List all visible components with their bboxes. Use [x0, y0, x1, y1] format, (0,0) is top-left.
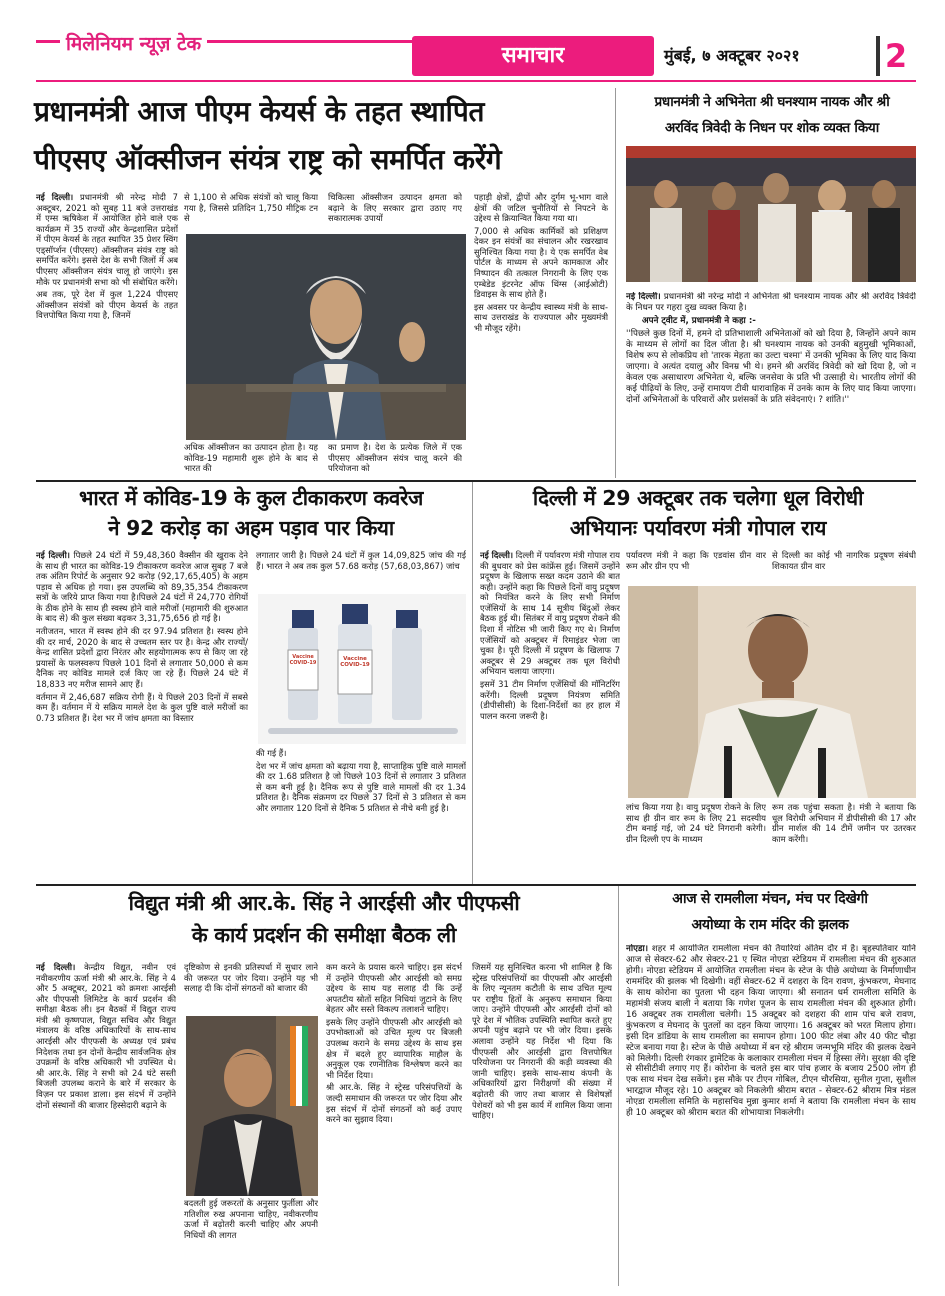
power-col-2-top	[184, 962, 318, 1014]
body-text: शहर में आयोजित रामलीला मंचन की तैयारियां अंतिम दौर में है। बृहस्पतिवार यानि आज से सेक्टर-62 और सेक्टर-21 ए स्थित नोएडा स्टेडियम में रामलीला मंचन की शुरुआत होगी। नोएडा स्टेडियम में आयोजित रामलीला मंचन के स्टेज के पीछे अयोध्या के निर्माणाधीन राममंदिर की झलक भी दिखेगी। वहीं सेक्टर-62 में दशहरा के दिन रावण, कुंभकरण, मेघनाद के साथ कोरोना का पुतला भी दहन किया जाएगा। श्री सनातन धर्म रामलीला समिति के महामंत्री संजय बाली ने बताया कि गणेश पूजन के साथ रामलीला मंचन की शुरुआत होगी। 16 अक्टूबर तक रामलीला चलेगी। 15 अक्टूबर को दशहरा की शाम पांच बजे रावण, कुंभकरण व मेघनाद के पुतलों का दहन किया जाएगा। 16 अक्टूबर को भरत मिलाप होगा। इसी दिन डांडिया के साथ रामलीला का समापन होगा। 100 फीट लंबा और 40 फीट चौड़ा स्टेज बनाया गया है। स्टेज के पीछे अयोध्या में बन रहे श्रीराम जन्मभूमि मंदिर की झलक देखने को मिलेगी। दिल्ली रंगकार ड्रामेटिक के कलाकार रामलीला मंचन में हिस्सा लेंगे। सुरक्षा की दृष्टि से सीसीटीवी लगाए गए हैं। कोरोना के चलते इस बार पांच हजार के बजाय 2500 लोग ही एक साथ मंचन देख सकेंगे। इस मौके पर टीएन गोबिल, टीएन चौरसिया, सुनील गुप्ता, सुशील भारद्वाज मौजूद रहे। 10 अक्टूबर को निकलेगी श्रीराम बरात - सेक्टर-62 श्रीराम मित्र मंडल नोएडा रामलीला समिति के महासचिव मुन्ना कुमार शर्मा ने बताया कि रामलीला मंचन के साथ ही 10 अक्टूबर को श्रीराम बरात की शोभायात्रा निकलेगी।	[626, 944, 916, 1119]
dateline: मुंबई, ७ अक्टूबर २०२१	[664, 46, 800, 65]
dateline-location: नई दिल्ली।	[36, 192, 74, 202]
power-col-2-bottom	[184, 1198, 318, 1282]
dust-headline-2: अभियानः पर्यावरण मंत्री गोपाल राय	[569, 516, 827, 540]
ramlila-headline-1: आज से रामलीला मंचन, मंच पर दिखेगी	[672, 891, 868, 907]
dust-col-3-top	[772, 550, 916, 590]
oxygen-col-4	[474, 192, 608, 476]
vaccine-col-1	[36, 550, 248, 878]
body-text: चिकित्सा ऑक्सीजन उत्पादन क्षमता को बढ़ाने के लिए सरकार द्वारा उठाए गए सकारात्मक उपायों	[328, 192, 462, 224]
condolence-body	[626, 292, 916, 478]
body-text: का प्रमाण है। देश के प्रत्येक जिले में एक पीएसए ऑक्सीजन संयंत्र चालू करने की परियोजना को	[328, 442, 462, 474]
vaccine-headline-2: ने 92 करोड़ का अहम पड़ाव पार किया	[108, 516, 394, 540]
section-banner	[412, 36, 654, 76]
quote-text: ''पिछले कुछ दिनों में, हमने दो प्रतिभाशाली अभिनेताओं को खो दिया है, जिन्होंने अपने काम के माध्यम से लोगों का दिल जीता है। श्री घनश्याम नायक को उनकी बहुमुखी भूमिकाओं, विशेष रूप से लोकप्रिय शो 'तारक मेहता का उल्टा चश्मा' में उनकी भूमिका के लिए याद किया जाएगा। वे अत्यंत दयालु और विनम्र भी थे। हमने श्री अरविंद त्रिवेदी को खो दिया है, जो न केवल एक असाधारण अभिनेता थे, बल्कि जनसेवा के प्रति भी उत्साही थे। भारतीय लोगों की कई पीढ़ियों के लिए, उन्हें रामायण टीवी धारावाहिक में उनके काम के लिए याद किया जाएगा। दोनों अभिनेताओं के परिवारों और प्रशंसकों के प्रति संवेदनाएं। ? शांति।''	[626, 328, 916, 405]
body-text: अधिक ऑक्सीजन का उत्पादन होता है। यह कोविड-19 महामारी शुरू होने के बाद से भारत की	[184, 442, 318, 474]
body-text: अब तक, पूरे देश में कुल 1,224 पीएसए ऑक्सीजन संयंत्रों को पीएम केयर्स के तहत वित्तपोषित किया गया है, जिनमें	[36, 289, 178, 321]
body-text: बदलती हुई जरूरतों के अनुसार फुर्तीला और गतिशील रुख अपनाना चाहिए, नवीकरणीय ऊर्जा में बढ़ोतरी करनी चाहिए और अपनी निधियों की लागत	[184, 1198, 318, 1240]
body-text: लगातार जारी है। पिछले 24 घंटों में कुल 14,09,825 जांच की गई हैं। भारत ने अब तक कुल 57.68 करोड़ (57,68,03,867) जांच	[256, 550, 466, 571]
section-rule	[36, 884, 916, 886]
gopal-rai-photo	[628, 586, 916, 798]
body-text: दिल्ली में पर्यावरण मंत्री गोपाल राय की बुधवार को प्रेस कांफ्रेंस हुई। जिसमें उन्होंने प्रदूषण के खिलाफ सख्त कदम उठाने की बात कही। उन्होंने कहा कि पिछले दिनों वायु प्रदूषण को नियंत्रित करने के लिए सभी निर्माण एजेंसियों के साथ 14 सूत्रीय बिंदुओं लेकर बैठक हुई थी। सितंबर में वायु प्रदूषण रोकने की दिशा में नोटिस भी जारी किए गए थे। निर्माण एजेंसियों को अक्टूबर में रिमाइंडर भेजा जा चुका है। पूरी दिल्ली में प्रदूषण के खिलाफ 7 अक्टूबर से 29 अक्टूबर तक धूल विरोधी अभियान चलाया जाएगा।	[480, 550, 620, 677]
dust-headline-1: दिल्ली में 29 अक्टूबर तक चलेगा धूल विरोधी	[532, 486, 864, 510]
minister-portrait-illustration	[186, 1016, 318, 1196]
oxygen-col-3	[328, 192, 462, 232]
section-title: समाचार	[501, 43, 565, 68]
masthead	[0, 0, 945, 80]
body-text: पिछले 24 घंटों में 59,48,360 वैक्सीन की खुराक देने के साथ ही भारत का कोविड-19 टीकाकरण कवरेज आज सुबह 7 बजे तक अंतिम रिपोर्ट के अनुसार 92 करोड़ (92,17,65,405) के अहम पड़ाव से अधिक हो गया। इस उपलब्धि को 89,35,354 टीकाकरण सत्रों के जरिये प्राप्त किया गया है।पिछले 24 घंटों में 24,770 रोगियों के ठीक होने के साथ ही स्वस्थ होने वाले मरीजों (महामारी की शुरुआत के बाद से) की कुल संख्या बढ़कर 3,31,75,656 हो गई है।	[36, 550, 248, 624]
condolence-headline-2: अरविंद त्रिवेदी के निधन पर शोक व्यक्त किया	[665, 120, 879, 136]
body-text: की गई हैं।	[256, 748, 287, 758]
power-col-3	[326, 962, 462, 1282]
power-col-4	[472, 962, 612, 1282]
column-divider	[618, 886, 619, 1286]
ramlila-headline-2: अयोध्या के राम मंदिर की झलक	[691, 917, 849, 933]
pm-modi-photo	[186, 234, 466, 440]
page-number: 2	[884, 37, 908, 75]
condolence-photo	[626, 146, 916, 282]
vaccine-col-2-bottom	[256, 748, 466, 878]
section-rule	[36, 480, 916, 482]
page-number-box	[876, 36, 912, 76]
column-divider	[472, 482, 473, 884]
body-text: पर्यावरण मंत्री ने कहा कि एडवांस ग्रीन वार रूम और ग्रीन एप भी	[626, 550, 766, 571]
body-text: देश भर में जांच क्षमता को बढ़ाया गया है, साप्ताहिक पुष्टि वाले मामलों की दर 1.68 प्रतिशत है जो पिछले 103 दिनों से लगातार 3 प्रतिशत से कम बनी हुई है। दैनिक रूप से पुष्टि वाले मामलों की दर 1.34 प्रतिशत है। दैनिक संक्रमण दर पिछले 37 दिनों से 3 प्रतिशत से कम और लगातार 120 दिनों से दैनिक 5 प्रतिशत से नीचे बनी हुई है।	[256, 760, 466, 813]
body-text: से 1,100 से अधिक संयंत्रों को चालू किया गया है, जिससे प्रतिदिन 1,750 मीट्रिक टन से	[184, 192, 318, 224]
dust-col-2-top	[626, 550, 766, 590]
power-headline-2: के कार्य प्रदर्शन की समीक्षा बैठक ली	[191, 923, 457, 947]
subhead: अपने ट्वीट में, प्रधानमंत्री ने कहा :-	[642, 315, 756, 326]
body-text: लांच किया गया है। वायु प्रदूषण रोकने के लिए साथ ही ग्रीन वार रूम के लिए 21 सदस्यीय टीम बनाई गई, जो 24 घंटे निगरानी करेगी। ग्रीन दिल्ली एप के माध्यम	[626, 802, 766, 844]
dateline-location: नोएडा।	[626, 944, 649, 954]
rk-singh-photo	[186, 1016, 318, 1196]
body-text: पहाड़ी क्षेत्रों, द्वीपों और दुर्गम भू-भाग वाले क्षेत्रों की जटिल चुनौतियों से निपटने के उद्देश्य से क्रियान्वित किया गया था।	[474, 192, 608, 224]
dateline-location: नई दिल्ली।	[626, 292, 661, 302]
dateline-location: नई दिल्ली।	[36, 550, 70, 560]
body-text: प्रधानमंत्री श्री नरेन्द्र मोदी 7 अक्टूबर, 2021 को सुबह 11 बजे उत्तराखंड में एम्स ऋषिकेश में आयोजित होने वाले एक कार्यक्रम में 35 राज्यों और केन्द्रशासित प्रदेशों में पीएम केयर्स के तहत स्थापित 35 प्रेशर स्विंग एड्सॉर्प्शन (पीएसए) ऑक्सीजन संयंत्र राष्ट्र को समर्पित करेंगे। इससे देश के सभी जिलों में अब पीएसए ऑक्सीजन संयंत्र चालू हो जाएंगे। इस मौके पर प्रधानमंत्री सभा को भी संबोधित करेंगे।	[36, 192, 178, 287]
dust-col-1	[480, 550, 620, 878]
pm-speaking-illustration	[186, 234, 466, 440]
body-text: वर्तमान में 2,46,687 सक्रिय रोगी हैं। ये पिछले 203 दिनों में सबसे कम हैं। वर्तमान में ये सक्रिय मामले देश के कुल पुष्टि वाले मरीजों का 0.73 प्रतिशत हैं। देश भर में जांच क्षमता का विस्तार	[36, 691, 248, 723]
body-text: रूम तक पहुंचा सकता है। मंत्री ने बताया कि धूल विरोधी अभियान में डीपीसीसी की 17 और ग्रीन मार्शल की 14 टीमें जमीन पर उतरकर काम करेंगी।	[772, 802, 916, 844]
oxygen-col-3-bottom	[328, 442, 462, 482]
body-text: प्रधानमंत्री श्री नरेन्द्र मोदी ने अभिनेता श्री घनश्याम नायक और श्री अरविंद त्रिवेदी के निधन पर गहरा दुख व्यक्त किया है।	[626, 292, 916, 313]
power-headline-1: विद्युत मंत्री श्री आर.के. सिंह ने आरईसी और पीएफसी	[128, 891, 520, 915]
dateline-location: नई दिल्ली।	[36, 962, 76, 972]
dust-col-2-bottom	[626, 802, 766, 878]
body-text: से दिल्ली का कोई भी नागरिक प्रदूषण संबंधी शिकायत ग्रीन वार	[772, 550, 916, 571]
body-text: इसमें 31 टीम निर्माण एजेंसियों की मॉनिटरिंग करेंगी। दिल्ली प्रदूषण नियंत्रण समिति (डीपीसीसी) के दिशा-निर्देशों का हर हाल में पालन करना जरूरी है।	[480, 678, 620, 721]
dust-col-3-bottom	[772, 802, 916, 878]
condolence-headline-1: प्रधानमंत्री ने अभिनेता श्री घनश्याम नायक और श्री	[654, 94, 890, 110]
oxygen-headline-1: प्रधानमंत्री आज पीएम केयर्स के तहत स्थापित	[34, 95, 485, 128]
body-text: 7,000 से अधिक कार्मिकों को प्रशिक्षण देकर इन संयंत्रों का संचालन और रखरखाव सुनिश्चित किया गया है। ये एक समर्पित वेब पोर्टल के माध्यम से अपने कामकाज और निष्पादन की तत्काल निगरानी के लिए एक एम्बेडेड इंटरनेट ऑफ थिंग्स (आईओटी) डिवाइस के साथ होते हैं।	[474, 225, 608, 300]
minister-press-conference-illustration	[628, 586, 916, 798]
vaccine-photo	[258, 594, 466, 744]
brand-name: मिलेनियम न्यूज़ टेक	[60, 30, 207, 56]
masthead-underline	[36, 80, 916, 82]
vaccine-headline-1: भारत में कोविड-19 के कुल टीकाकरण कवरेज	[78, 486, 423, 510]
body-text: इस अवसर पर केन्द्रीय स्वास्थ्य मंत्री के साथ-साथ उत्तराखंड के राज्यपाल और मुख्यमंत्री भी मौजूद रहेंगे।	[474, 301, 608, 333]
oxygen-col-2-bottom	[184, 442, 318, 482]
vial-label: Vaccine COVID-19	[289, 654, 317, 666]
body-text: केन्द्रीय विद्युत, नवीन एवं नवीकरणीय ऊर्जा मंत्री श्री आर.के. सिंह ने 4 और 5 अक्टूबर, 2021 को क्रमशः आरईसी और पीएफसी लिमिटेड के कार्य प्रदर्शन की समीक्षा बैठक ली। इन बैठकों में विद्युत राज्य मंत्री श्री कृष्णपाल, विद्युत सचिव और विद्युत मंत्रालय के वरिष्ठ अधिकारियों के साथ-साथ आरईसी और पीएफसी के अध्यक्ष एवं प्रबंध निदेशक तथा इन दोनों केन्द्रीय सार्वजनिक क्षेत्र उपक्रमों के वरिष्ठ अधिकारी भी उपस्थित थे। श्री आर.के. सिंह ने सभी को 24 घंटे सस्ती बिजली उपलब्ध कराने के बारे में सरकार के विज़न पर प्रकाश डाला। इस संदर्भ में उन्होंने दोनों संस्थानों की बाजार हिस्सेदारी बढ़ाने के	[36, 962, 176, 1110]
column-divider	[615, 88, 616, 478]
vaccine-col-2-top	[256, 550, 466, 590]
body-text: जिसमें यह सुनिश्चित करना भी शामिल है कि स्ट्रेस्ड परिसंपत्तियों का पीएफसी और आरईसी के लिए न्यूनतम कटौती के साथ उचित मूल्य पर राष्ट्रीय हितों के अनुरूप समाधान किया जाए। उन्होंने पीएफसी और आरईसी दोनों को पूरे देश में भौतिक उपस्थिति स्थापित करते हुए अपनी पहुंच बढ़ाने पर भी जोर दिया। इसके अलावा उन्होंने यह निर्देश भी दिया कि पीएफसी और आरईसी द्वारा वित्तपोषित परियोजना पर निगरानी की कड़ी व्यवस्था की जानी चाहिए। इसके साथ-साथ कंपनी के अधिकारियों द्वारा निरीक्षणों की संख्या में बढ़ोतरी की जाए तथा बाजार से विशेषज्ञों पेशेवरों को भी इस कार्य में शामिल किया जाना चाहिए।	[472, 962, 612, 1121]
body-text: नतीजतन, भारत में स्वस्थ होने की दर 97.94 प्रतिशत है। स्वस्थ होने की दर मार्च, 2020 के बाद से उच्चतम स्तर पर है। केन्द्र और राज्यों/केन्द्र शासित प्रदेशों द्वारा निरंतर और सहयोगात्मक रूप से किए जा रहे प्रयासों के फलस्वरूप पिछले 101 दिनों से लगातार 50,000 से कम दैनिक नए कोविड मामले दर्ज किए जा रहे हैं। पिछले 24 घंटे में 18,833 नए मरीज सामने आए हैं।	[36, 626, 248, 689]
body-text: इसके लिए उन्होंने पीएफसी और आरईसी को उपभोक्ताओं को उचित मूल्य पर बिजली उपलब्ध कराने के समग्र उद्देश्य के साथ इस क्षेत्र में बदले हुए व्यापारिक माहौल के अनुकूल एक रणनीतिक विश्लेषण करने का भी निर्देश दिया।	[326, 1016, 462, 1080]
power-col-1	[36, 962, 176, 1282]
dateline-location: नई दिल्ली।	[480, 550, 514, 560]
oxygen-col-1	[36, 192, 178, 440]
oxygen-col-2	[184, 192, 318, 232]
pm-greeting-actors-illustration	[626, 146, 916, 282]
body-text: दृष्टिकोण से इनकी प्रतिस्पर्धा में सुधार लाने की जरूरत पर जोर दिया। उन्होंने यह भी सलाह दी कि दोनों संगठनों को बाजार की	[184, 962, 318, 994]
ramlila-body	[626, 944, 916, 1284]
body-text: कम करने के प्रयास करने चाहिए। इस संदर्भ में उन्होंने पीएफसी और आरईसी को समग्र उद्देश्य के साथ यह सलाह दी कि उन्हें अपतटीय स्रोतों सहित निधियां जुटाने के लिए बेहतर और सस्ते विकल्प तलाशने चाहिए।	[326, 962, 462, 1015]
vaccine-vials-illustration	[258, 594, 466, 744]
vial-label: Vaccine COVID-19	[340, 656, 370, 668]
body-text: श्री आर.के. सिंह ने स्ट्रेस्ड परिसंपत्तियों के जल्दी समाधान की जरूरत पर जोर दिया और इस संदर्भ में दोनों संगठनों को कई उपाए करने का सुझाव दिया।	[326, 1082, 462, 1125]
oxygen-headline-2: पीएसए ऑक्सीजन संयंत्र राष्ट्र को समर्पित करेंगे	[34, 143, 502, 176]
